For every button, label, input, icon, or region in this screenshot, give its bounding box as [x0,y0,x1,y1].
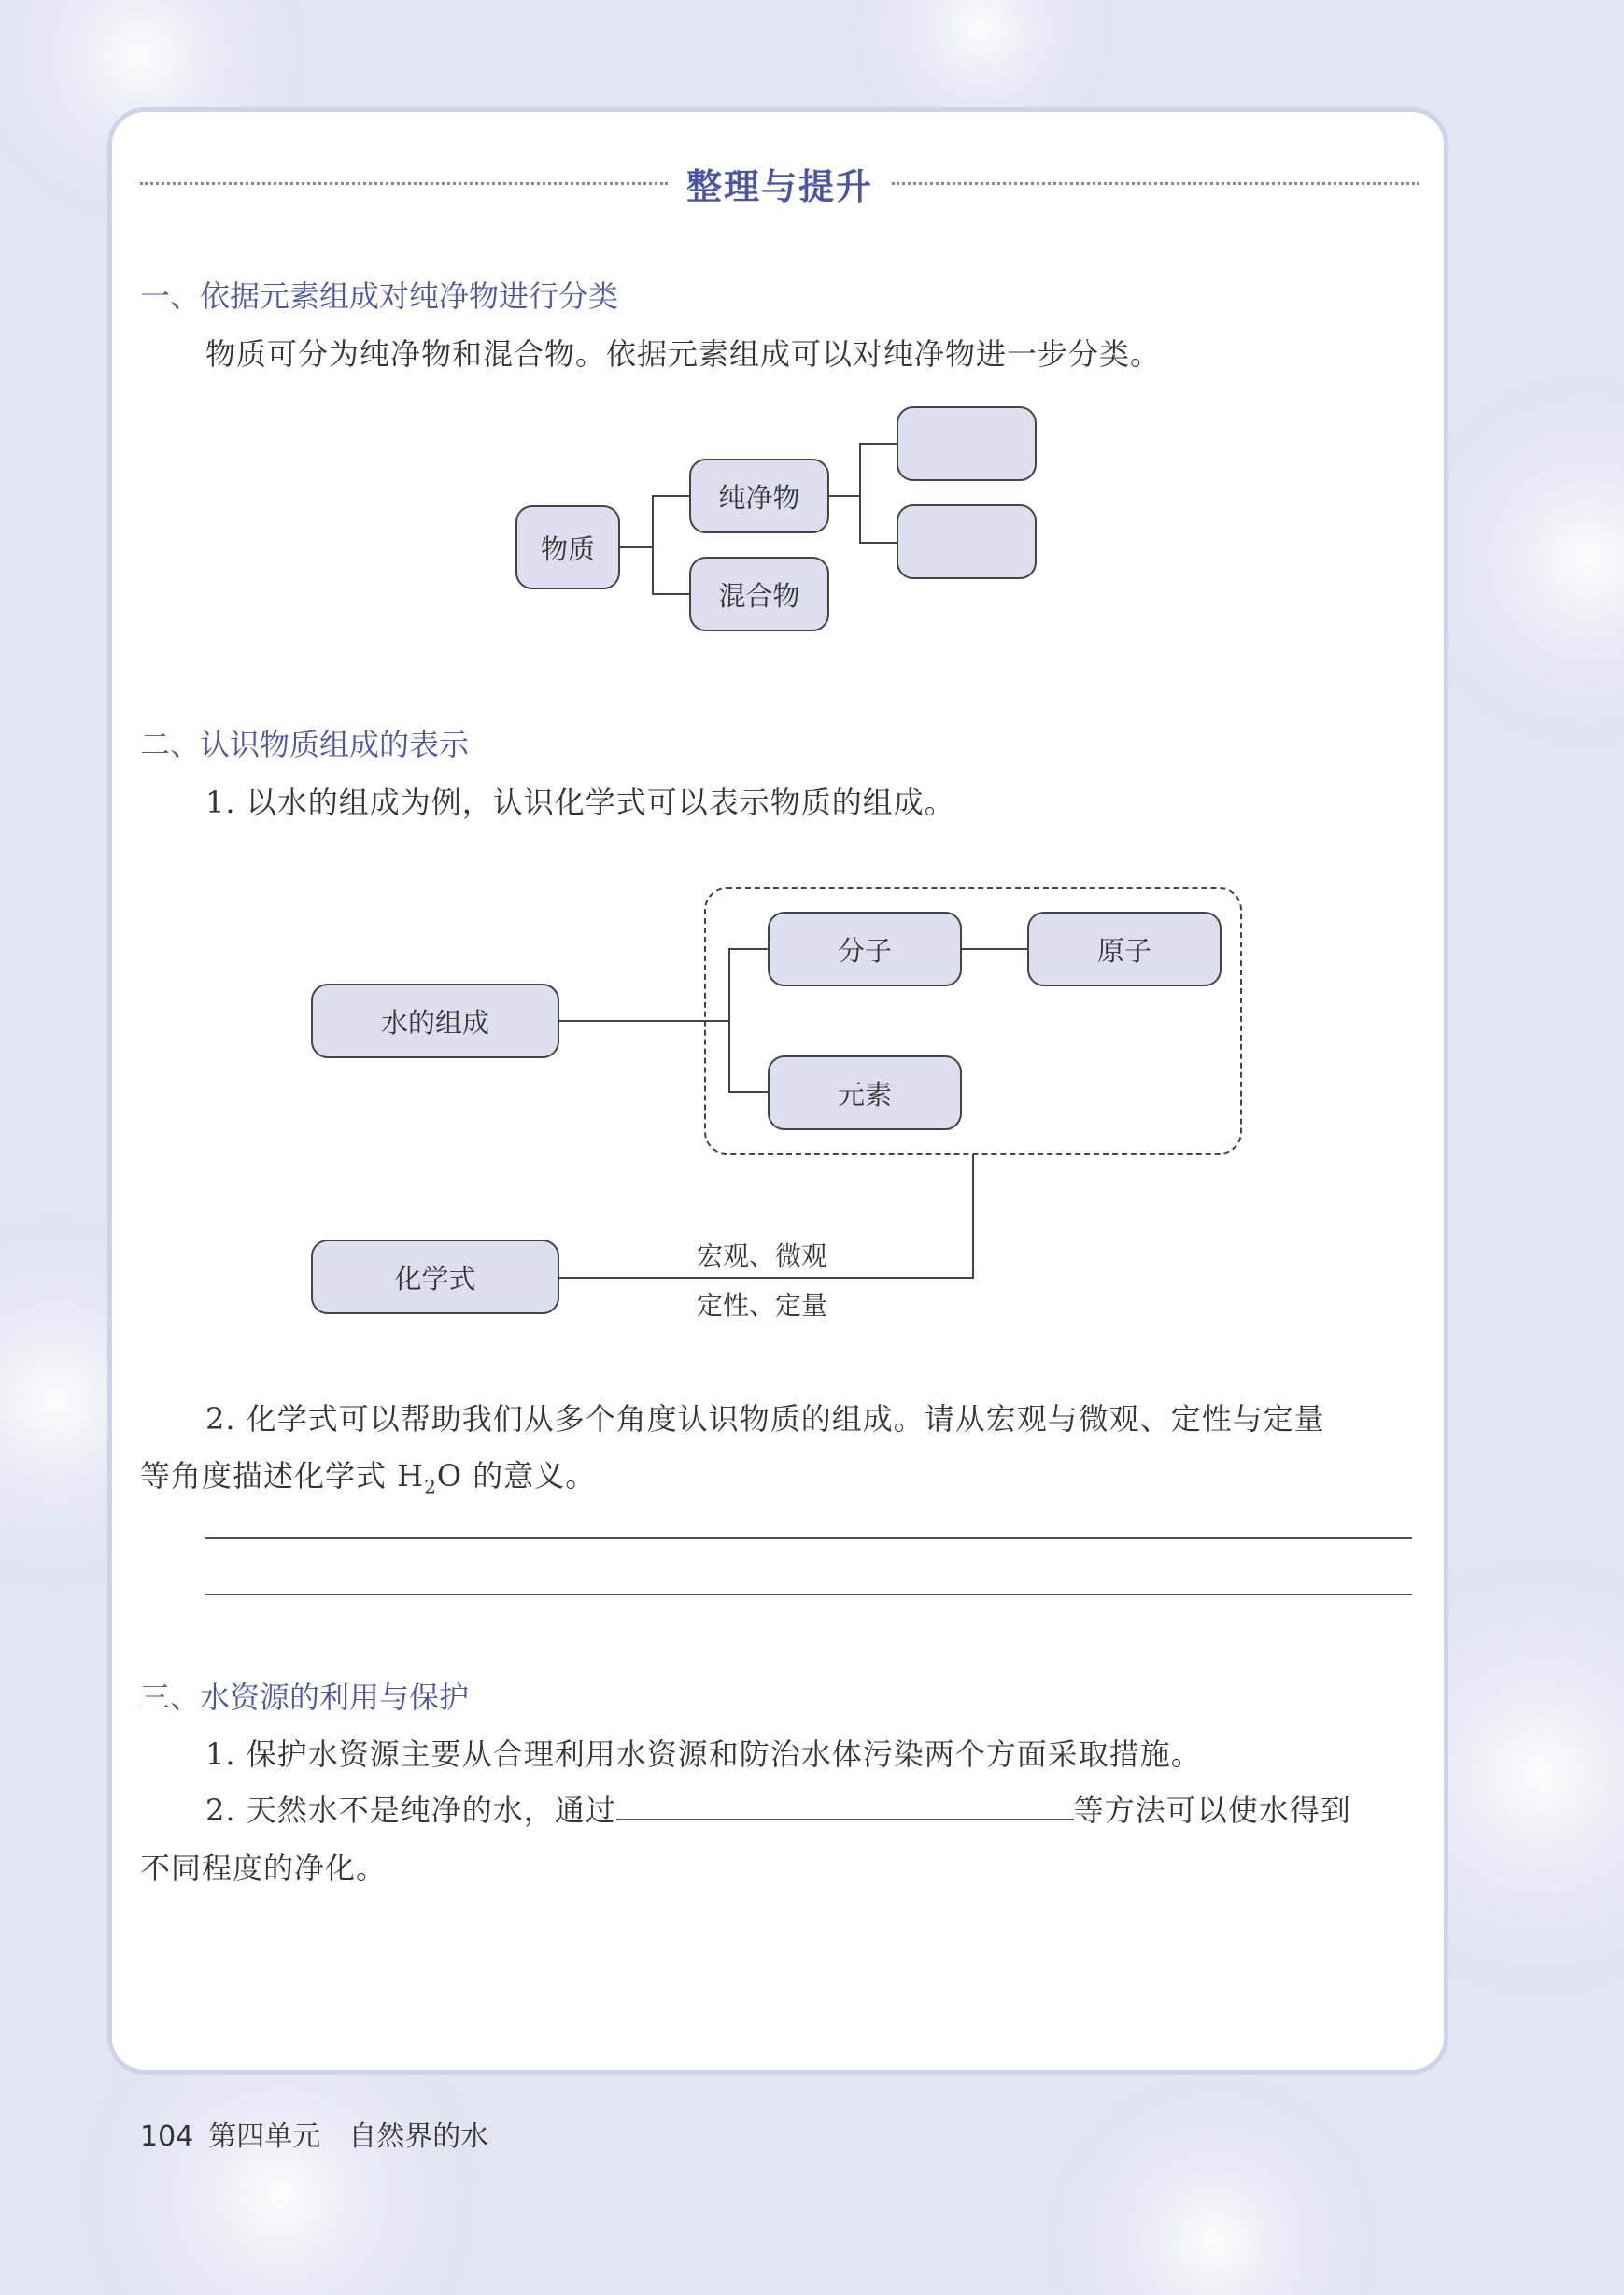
connector [859,443,861,543]
box-element: 元素 [768,1055,962,1130]
section1-heading: 一、依据元素组成对纯净物进行分类 [140,278,619,314]
item2-text-pre: 等角度描述化学式 H [140,1458,425,1494]
box-atom: 原子 [1027,912,1222,986]
section-header [140,154,1419,210]
answer-line-2[interactable] [205,1594,1412,1595]
formula-subscript: 2 [424,1475,437,1498]
connector [728,1091,768,1093]
box-substance: 物质 [515,505,620,589]
connector [652,495,654,594]
connector [829,495,860,497]
section2-item2-line1: 2. 化学式可以帮助我们从多个角度认识物质的组成。请从宏观与微观、定性与定量 [205,1401,1325,1437]
connector [620,546,653,548]
box-mixture: 混合物 [689,557,829,631]
section2-item1: 1. 以水的组成为例，认识化学式可以表示物质的组成。 [205,785,955,820]
connector [652,495,689,497]
connector [728,948,768,950]
dotted-rule-right [892,182,1419,185]
box-water-composition: 水的组成 [311,984,559,1058]
label-qual-quant: 定性、定量 [697,1290,828,1321]
box-chemical-formula: 化学式 [311,1240,559,1314]
section2-item2-line2 [140,1452,596,1497]
connector [859,443,897,445]
item2-text-post: O 的意义。 [436,1458,597,1494]
blank-box-2 [897,504,1037,579]
section1-text: 物质可分为纯净物和混合物。依据元素组成可以对纯净物进一步分类。 [205,336,1162,372]
label-macro-micro: 宏观、微观 [697,1240,828,1271]
section3-item1: 1. 保护水资源主要从合理利用水资源和防治水体污染两个方面采取措施。 [205,1736,1202,1772]
item2-post: 等方法可以使水得到 [1073,1792,1351,1828]
unit-title: 第四单元 自然界的水 [208,2120,489,2153]
box-pure-substance: 纯净物 [689,459,829,533]
connector [652,593,689,595]
fill-in-blank[interactable] [616,1787,1074,1820]
item2-pre: 2. 天然水不是纯净的水，通过 [205,1792,616,1828]
section3-item2-line2: 不同程度的净化。 [140,1850,388,1886]
blank-box-1 [897,406,1037,481]
answer-line-1[interactable] [205,1537,1412,1539]
box-molecule: 分子 [768,912,962,986]
connector [559,1277,974,1279]
page-footer [140,2113,488,2154]
section2-heading: 二、认识物质组成的表示 [140,727,470,762]
connector [859,542,897,544]
connector [972,1155,974,1278]
page-number: 104 [140,2120,194,2153]
connector [559,1020,729,1022]
section3-heading: 三、水资源的利用与保护 [140,1679,470,1715]
header-title: 整理与提升 [685,166,873,207]
connector [728,948,730,1092]
connector [962,948,1027,950]
section3-item2 [205,1787,1351,1830]
